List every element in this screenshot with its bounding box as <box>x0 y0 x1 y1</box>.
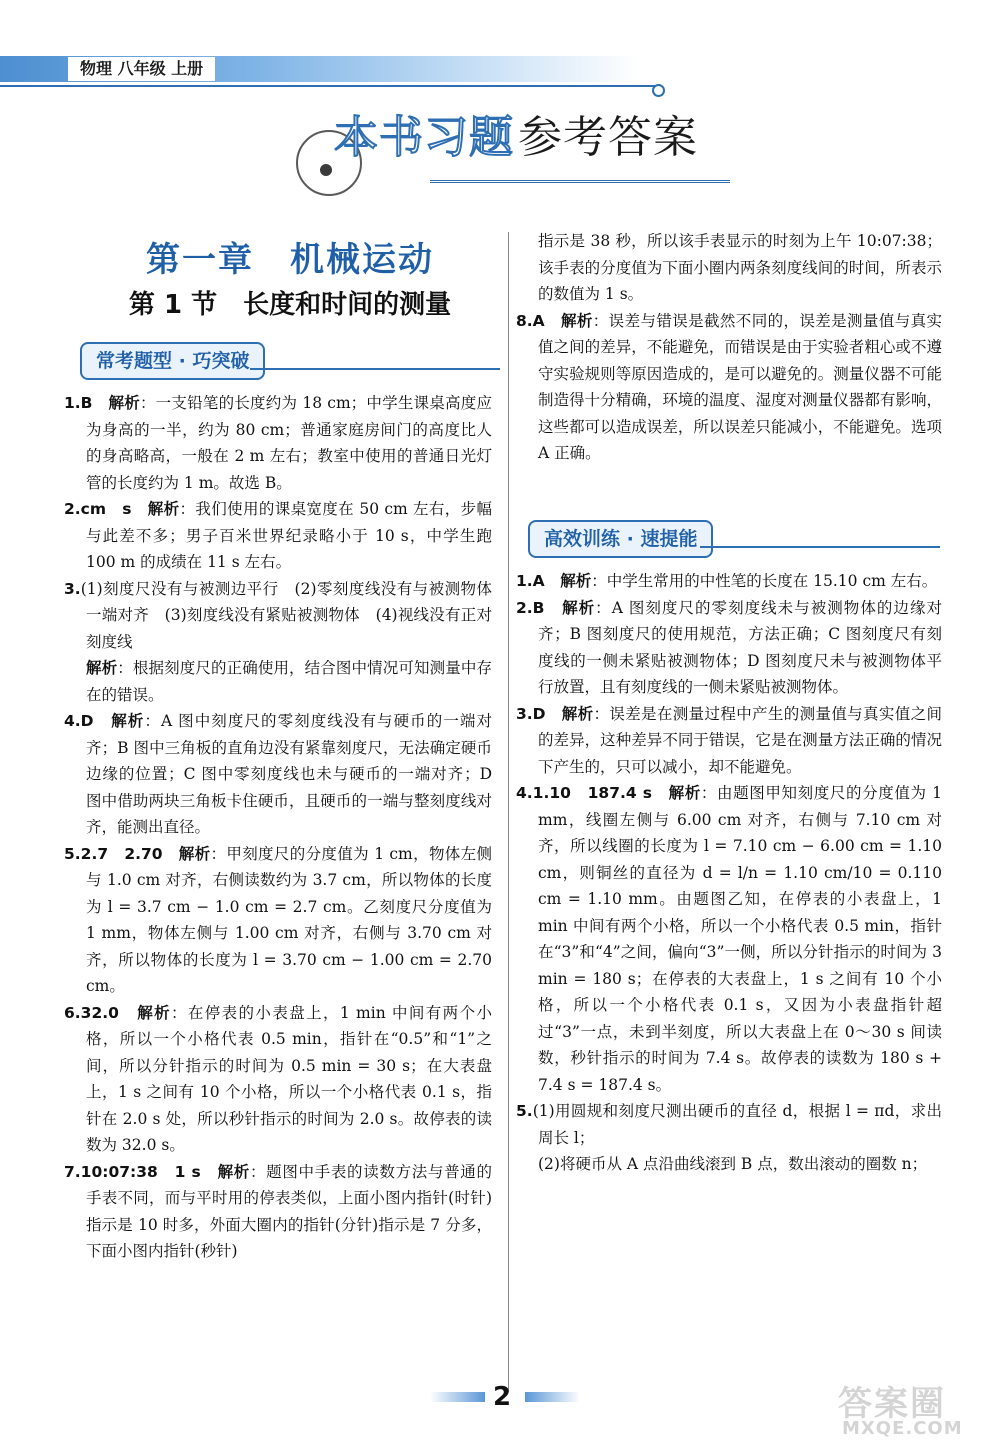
section-title: 第 1 节 长度和时间的测量 <box>128 290 452 320</box>
chapter-title: 第一章 机械运动 <box>146 240 434 280</box>
analysis-label: 解析 <box>561 704 594 723</box>
answer-item: 1.A 解析：中学生常用的中性笔的长度在 15.10 cm 左右。 <box>516 572 938 590</box>
answer-item: 8.A 解析：误差与错误是截然不同的，误差是测量值与真实值之间的差异，不能避免，而错误是由于实验者粗心或不遵守实验规则等原因造成的，是可以避免的。测量仪器不可能制造得十分精确，环境的温度、湿度对测量仪器都有影响，这些都可以造成误差，所以误差只能减小，不能避免。选项 A 正确。 <box>516 311 942 462</box>
answer-number: 3. <box>64 579 81 598</box>
right-column-bottom <box>516 568 942 1178</box>
answer-number: 4.D <box>64 712 94 730</box>
answer-number: 4.1.10 187.4 s <box>516 784 652 802</box>
header-dot <box>652 84 665 97</box>
answer-number: 1.A <box>516 572 545 590</box>
banner-right-rule <box>700 546 940 548</box>
answer-number: 5. <box>516 1102 533 1120</box>
book-title-part2: 参考答案 <box>518 112 698 163</box>
column-divider <box>508 232 509 1392</box>
analysis-label: 解析 <box>108 394 140 412</box>
answer-number: 7.10:07:38 1 s <box>64 1162 201 1181</box>
watermark-url: MXQE.COM <box>842 1418 963 1439</box>
answer-item: 2.cm s 解析：我们使用的课桌宽度在 50 cm 左右，步幅与此差不多；男子百米世界纪录略小于 10 s，中学生跑 100 m 的成绩在 11 s 左右。 <box>64 500 492 571</box>
page-header <box>0 52 660 88</box>
answer-text: A 图刻度尺的零刻度线未与被测物体的边缘对齐；B 图刻度尺的使用规范，方法正确；C 图刻度尺有刻度线的一侧未紧贴被测物体；D 图刻度尺未与被测物体平行放置，且有刻度线的一侧未紧贴被测物体。 <box>538 598 942 696</box>
answer-item: 6.32.0 解析：在停表的小表盘上，1 min 中间有两个小格，所以一个小格代表 0.5 min，指针在“0.5”和“1”之间，所以分针指示的时间为 0.5 min = 30 s；在大表盘上，1 s 之间有 10 个小格，所以一个小格代表 0.1 s，指针在 2.0 s 处，所以秒针指示的时间为 2.0 s。故停表的读数为 32.0 s。 <box>64 1003 492 1154</box>
answer-item: 3.D 解析：误差是在测量过程中产生的测量值与真实值之间的差异，这种差异不同于错误，它是在测量方法正确的情况下产生的，只可以减小，却不能避免。 <box>516 704 942 776</box>
answer-number: 1.B <box>64 394 93 412</box>
analysis-label: 解析 <box>562 598 596 617</box>
answer-text: 误差与错误是截然不同的，误差是测量值与真实值之间的差异，不能避免，而错误是由于实验者粗心或不遵守实验规则等原因造成的，是可以避免的。测量仪器不可能制造得十分精确，环境的温度、湿度对测量仪器都有影响，这些都可以造成误差，所以误差只能减小，不能避免。选项 A 正确。 <box>538 311 942 462</box>
header-title: 物理 八年级 上册 <box>68 57 215 81</box>
answer-text: 指示是 38 秒，所以该手表显示的时刻为上午 10:07:38；该手表的分度值为下面小圈内两条刻度线间的时间，所表示的数值为 1 s。 <box>538 232 942 303</box>
analysis-label: 解析 <box>178 844 211 863</box>
answer-text: A 图中刻度尺的零刻度线没有与硬币的一端对齐；B 图中三角板的直角边没有紧靠刻度尺，无法确定硬币边缘的位置；C 图中零刻度线也未与硬币的一端对齐；D 图中借助两块三角板卡住硬币，且硬币的一端与整刻度线对齐，能测出直径。 <box>86 712 492 836</box>
analysis-label: 解析 <box>560 311 593 330</box>
answer-item <box>516 1098 942 1151</box>
answer-item: 2.B 解析：A 图刻度尺的零刻度线未与被测物体的边缘对齐；B 图刻度尺的使用规范，方法正确；C 图刻度尺有刻度线的一侧未紧贴被测物体；D 图刻度尺未与被测物体平行放置，且有刻度线的一侧未紧贴被测物体。 <box>516 598 942 696</box>
analysis-label: 解析 <box>111 712 145 730</box>
answer-text: 中学生常用的中性笔的长度在 15.10 cm 左右。 <box>606 572 938 590</box>
analysis-label: 解析 <box>147 500 180 518</box>
answer-text: (1)用圆规和刻度尺测出硬币的直径 d，根据 l = πd，求出周长 l； <box>532 1102 942 1147</box>
watermark-text: 答案圈 <box>838 1384 946 1424</box>
answer-item: 7.10:07:38 1 s 解析：题图中手表的读数方法与普通的手表不同，而与平时用的停表类似，上面小图内指针(时针)指示是 10 时多，外面大圈内的指针(分针)指示是 7 分多，下面小图内指针(秒针) <box>64 1162 492 1260</box>
answer-number: 8.A <box>516 311 545 330</box>
title-underline <box>430 180 730 187</box>
answer-item <box>516 228 942 308</box>
answer-text: 由题图甲知刻度尺的分度值为 1 mm，线圈左侧与 6.00 cm 对齐，右侧与 7.10 cm 对齐，所以线圈的长度为 l = 7.10 cm − 6.00 cm = 1.10 cm，则铜丝的直径为 d = l/n = 1.10 cm/10 = 0.110 cm = 1.10 mm。由题图乙知，在停表的小表盘上，1 min 中间有两个小格，所以一个小格代表 0.5 min，指针在“3”和“4”之间，偏向“3”一侧，所以分针指示的时间为 3 min = 180 s；在停表的大表盘上，1 s 之间有 10 个小格，所以一个小格代表 0.1 s，又因为小表盘指针超过“3”一点，未到半刻度，所以大表盘上在 0～30 s 间读数，秒针指示的时间为 7.4 s。故停表的读数为 180 s + 7.4 s = 187.4 s。 <box>538 784 942 1094</box>
answer-text: (2)将硬币从 A 点沿曲线滚到 B 点，数出滚动的圈数 n； <box>538 1155 928 1173</box>
answer-number: 5.2.7 2.70 <box>64 844 163 863</box>
footer-decoration-left <box>430 1392 485 1402</box>
right-column-top <box>516 228 942 467</box>
answer-item: 4.D 解析：A 图中刻度尺的零刻度线没有与硬币的一端对齐；B 图中三角板的直角边没有紧靠刻度尺，无法确定硬币边缘的位置；C 图中零刻度线也未与硬币的一端对齐；D 图中借助两块三角板卡住硬币，且硬币的一端与整刻度线对齐，能测出直径。 <box>64 712 492 836</box>
analysis-label: 解析 <box>560 572 592 590</box>
answer-number: 6.32.0 <box>64 1003 119 1022</box>
analysis-label: 解析 <box>86 659 118 677</box>
analysis-label: 解析 <box>137 1003 171 1022</box>
book-title <box>290 108 740 198</box>
answer-text: (1)刻度尺没有与被测边平行 (2)零刻度线没有与被测物体一端对齐 (3)刻度线没有紧贴被测物体 (4)视线没有正对刻度线 <box>80 579 492 651</box>
book-title-part1: 本书习题 <box>334 112 514 163</box>
title-dot-decoration <box>320 164 332 176</box>
footer-decoration-right <box>525 1392 580 1402</box>
answer-number: 3.D <box>516 704 546 723</box>
left-column <box>64 390 492 1265</box>
answer-number: 2.cm s <box>64 500 132 518</box>
analysis-label: 解析 <box>217 1162 250 1181</box>
answer-text: 一支铅笔的长度约为 18 cm；中学生课桌高度应为身高的一半，约为 80 cm；普通家庭房间门的高度比人的身高略高，一般在 2 m 左右；教室中使用的普通日光灯管的长度约为 1 m。故选 B。 <box>86 394 492 492</box>
answer-item: 5.2.7 2.70 解析：甲刻度尺的分度值为 1 cm，物体左侧与 1.0 cm 对齐，右侧读数约为 3.7 cm，所以物体的长度为 l = 3.7 cm − 1.0 cm = 2.7 cm。乙刻度尺分度值为 1 mm，物体左侧与 1.00 cm 对齐，右侧与 3.70 cm 对齐，所以物体的长度为 l = 3.70 cm − 1.00 cm = 2.70 cm。 <box>64 844 492 995</box>
page-number: 2 <box>493 1382 512 1412</box>
banner-left-rule <box>250 368 500 370</box>
answer-number: 2.B <box>516 598 545 617</box>
answer-item: 解析：根据刻度尺的正确使用，结合图中情况可知测量中存在的错误。 <box>86 659 492 704</box>
answer-item <box>64 576 492 656</box>
answer-text: 我们使用的课桌宽度在 50 cm 左右，步幅与此差不多；男子百米世界纪录略小于 10 s，中学生跑 100 m 的成绩在 11 s 左右。 <box>86 500 492 571</box>
analysis-label: 解析 <box>668 784 701 802</box>
answer-item <box>516 1151 942 1178</box>
answer-text: 题图中手表的读数方法与普通的手表不同，而与平时用的停表类似，上面小图内指针(时针)指示是 10 时多，外面大圈内的指针(分针)指示是 7 分多，下面小图内指针(秒针) <box>86 1162 492 1260</box>
banner-right: 高效训练 · 速提能 <box>528 520 713 558</box>
answer-text: 甲刻度尺的分度值为 1 cm，物体左侧与 1.0 cm 对齐，右侧读数约为 3.7 cm，所以物体的长度为 l = 3.7 cm − 1.0 cm = 2.7 cm。乙刻度尺分度值为 1 mm，物体左侧与 1.00 cm 对齐，右侧与 3.70 cm 对齐，所以物体的长度为 l = 3.70 cm − 1.00 cm = 2.70 cm。 <box>86 844 492 995</box>
header-rule <box>0 85 660 87</box>
answer-item: 4.1.10 187.4 s 解析：由题图甲知刻度尺的分度值为 1 mm，线圈左侧与 6.00 cm 对齐，右侧与 7.10 cm 对齐，所以线圈的长度为 l = 7.10 cm − 6.00 cm = 1.10 cm，则铜丝的直径为 d = l/n = 1.10 cm/10 = 0.110 cm = 1.10 mm。由题图乙知，在停表的小表盘上，1 min 中间有两个小格，所以一个小格代表 0.5 min，指针在“3”和“4”之间，偏向“3”一侧，所以分针指示的时间为 3 min = 180 s；在停表的大表盘上，1 s 之间有 10 个小格，所以一个小格代表 0.1 s，又因为小表盘指针超过“3”一点，未到半刻度，所以大表盘上在 0～30 s 间读数，秒针指示的时间为 7.4 s。故停表的读数为 180 s + 7.4 s = 187.4 s。 <box>516 784 942 1094</box>
watermark-logo <box>838 1376 988 1446</box>
answer-item: 1.B 解析：一支铅笔的长度约为 18 cm；中学生课桌高度应为身高的一半，约为 80 cm；普通家庭房间门的高度比人的身高略高，一般在 2 m 左右；教室中使用的普通日光灯管的长度约为 1 m。故选 B。 <box>64 394 492 492</box>
answer-text: 误差是在测量过程中产生的测量值与真实值之间的差异，这种差异不同于错误，它是在测量方法正确的情况下产生的，只可以减小，却不能避免。 <box>538 704 942 776</box>
answer-text: 根据刻度尺的正确使用，结合图中情况可知测量中存在的错误。 <box>86 659 492 704</box>
banner-left: 常考题型 · 巧突破 <box>80 342 265 380</box>
answer-text: 在停表的小表盘上，1 min 中间有两个小格，所以一个小格代表 0.5 min，指针在“0.5”和“1”之间，所以分针指示的时间为 0.5 min = 30 s；在大表盘上，1 s 之间有 10 个小格，所以一个小格代表 0.1 s，指针在 2.0 s 处，所以秒针指示的时间为 2.0 s。故停表的读数为 32.0 s。 <box>86 1003 492 1154</box>
